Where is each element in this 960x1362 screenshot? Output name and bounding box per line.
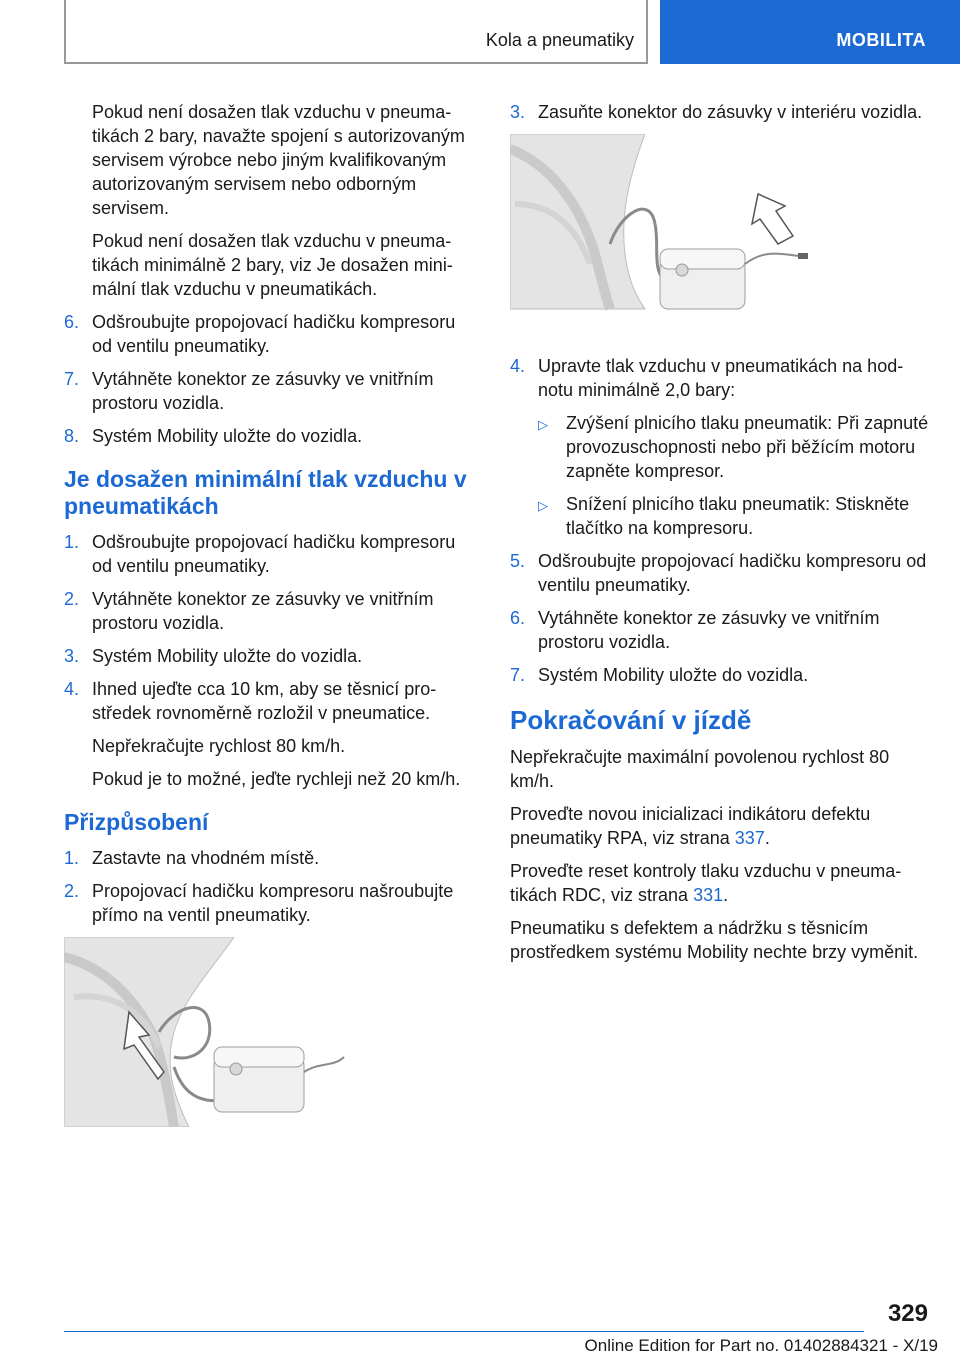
- right-column: [510, 100, 930, 973]
- header-frame: [64, 0, 648, 64]
- step-text: Vytáhněte konektor ze zásuvky ve vnitřním prostoru vozidla.: [538, 608, 880, 652]
- heading-minimum-pressure-reached: Je dosažen minimální tlak vzduchu v pneumatikách: [64, 466, 467, 519]
- section-title: Kola a pneumatiky: [485, 30, 634, 50]
- list-item: [64, 424, 480, 448]
- paragraph-replace-tire: Pneumatiku s defektem a nádržku s těsnicím prostředkem systému Mobility nechte brzy vyměnit.: [510, 918, 919, 962]
- step-text: Ihned ujeďte cca 10 km, aby se těsnicí prostředek rovnoměrně rozložil v pneumatice.: [92, 679, 437, 723]
- page-link-rpa[interactable]: 337: [734, 828, 765, 848]
- step-number: 6.: [510, 608, 526, 628]
- note-speed-limit: Nepřekračujte rychlost 80 km/h.: [92, 736, 346, 756]
- list-item: [64, 587, 480, 635]
- list-item: [64, 846, 480, 870]
- list-item: [510, 549, 930, 597]
- chapter-title: MOBILITA: [836, 30, 926, 50]
- heading-continue-driving: Pokračování v jízdě: [510, 705, 752, 735]
- bullet-text: Snížení plnicího tlaku pneumatik: Stiskněte tlačítko na kompresoru.: [566, 494, 910, 538]
- list-item: [538, 492, 930, 540]
- step-number: 3.: [64, 646, 80, 666]
- step-text: Upravte tlak vzduchu v pneumatikách na hodnotu minimálně 2,0 bary:: [538, 356, 904, 400]
- page-number: 329: [887, 1300, 928, 1327]
- list-item: [64, 530, 480, 578]
- step-text: Propojovací hadičku kompresoru našroubujte přímo na ventil pneumatiky.: [92, 881, 454, 925]
- step-number: 4.: [64, 679, 80, 699]
- paragraph-minimum-pressure-ref: Pokud není dosažen tlak vzduchu v pneumatikách minimálně 2 bary, viz Je dosažen minimální tlak vzduchu v pneumatikách.: [92, 231, 453, 299]
- step-text: Systém Mobility uložte do vozidla.: [92, 646, 363, 666]
- step-number: 5.: [510, 551, 526, 571]
- note-min-speed: Pokud je to možné, jeďte rychleji než 20 km/h.: [92, 769, 461, 789]
- step-number: 1.: [64, 848, 80, 868]
- paragraph-pressure-not-reached: Pokud není dosažen tlak vzduchu v pneumatikách 2 bary, navažte spojení s autorizovaným servisem výrobce nebo jiným kvalifikovaným autorizovaným servisem nebo odborným servisem.: [92, 102, 465, 218]
- page-link-rdc[interactable]: 331: [693, 885, 724, 905]
- chapter-tab[interactable]: [660, 0, 960, 64]
- list-item: [538, 411, 930, 483]
- step-number: 4.: [510, 356, 526, 376]
- step-number: 7.: [510, 665, 526, 685]
- list-item: [64, 310, 480, 358]
- bullet-text: Zvýšení plnicího tlaku pneumatik: Při zapnuté provozuschopnosti nebo při běžícím motoru zapněte kompresor.: [566, 413, 929, 481]
- triangle-bullet-icon: ▷: [538, 498, 548, 513]
- step-number: 7.: [64, 369, 80, 389]
- heading-adjustment: Přizpůsobení: [64, 809, 209, 835]
- list-item: [510, 663, 930, 687]
- step-text: Vytáhněte konektor ze zásuvky ve vnitřním prostoru vozidla.: [92, 369, 434, 413]
- compressor-valve-illustration: [64, 937, 364, 1127]
- step-text: Odšroubujte propojovací hadičku kompresoru od ventilu pneumatiky.: [92, 312, 456, 356]
- footer-edition: Online Edition for Part no. 01402884321 - X/19: [584, 1336, 938, 1355]
- step-text: Zasuňte konektor do zásuvky v interiéru vozidla.: [538, 102, 923, 122]
- connector-socket-illustration: [510, 134, 830, 334]
- step-text: Odšroubujte propojovací hadičku kompresoru od ventilu pneumatiky.: [92, 532, 456, 576]
- step-number: 3.: [510, 102, 526, 122]
- paragraph-max-speed: Nepřekračujte maximální povolenou rychlost 80 km/h.: [510, 747, 890, 791]
- list-item: [64, 367, 480, 415]
- list-item: [64, 879, 480, 927]
- step-text: Systém Mobility uložte do vozidla.: [92, 426, 363, 446]
- step-number: 2.: [64, 881, 80, 901]
- rpa-text: Proveďte novou inicializaci indikátoru defektu pneumatiky RPA, viz strana: [510, 804, 871, 848]
- step-text: Odšroubujte propojovací hadičku kompresoru od ventilu pneumatiky.: [538, 551, 927, 595]
- footer-divider: [64, 1331, 864, 1332]
- list-item: [510, 354, 930, 402]
- step-number: 2.: [64, 589, 80, 609]
- step-number: 6.: [64, 312, 80, 332]
- step-text: Systém Mobility uložte do vozidla.: [538, 665, 809, 685]
- step-text: Zastavte na vhodném místě.: [92, 848, 320, 868]
- rdc-text: Proveďte reset kontroly tlaku vzduchu v pneumatikách RDC, viz strana: [510, 861, 902, 905]
- list-item: [510, 100, 930, 124]
- list-item: [510, 606, 930, 654]
- step-number: 8.: [64, 426, 80, 446]
- list-item: [64, 644, 480, 668]
- list-item: [64, 677, 480, 725]
- step-text: Vytáhněte konektor ze zásuvky ve vnitřním prostoru vozidla.: [92, 589, 434, 633]
- left-column: [64, 100, 480, 1147]
- step-number: 1.: [64, 532, 80, 552]
- paragraph-rdc-reset: Proveďte reset kontroly tlaku vzduchu v pneumatikách RDC, viz strana 331.: [510, 861, 902, 905]
- paragraph-rpa-reset: Proveďte novou inicializaci indikátoru defektu pneumatiky RPA, viz strana 337.: [510, 804, 871, 848]
- triangle-bullet-icon: ▷: [538, 417, 548, 432]
